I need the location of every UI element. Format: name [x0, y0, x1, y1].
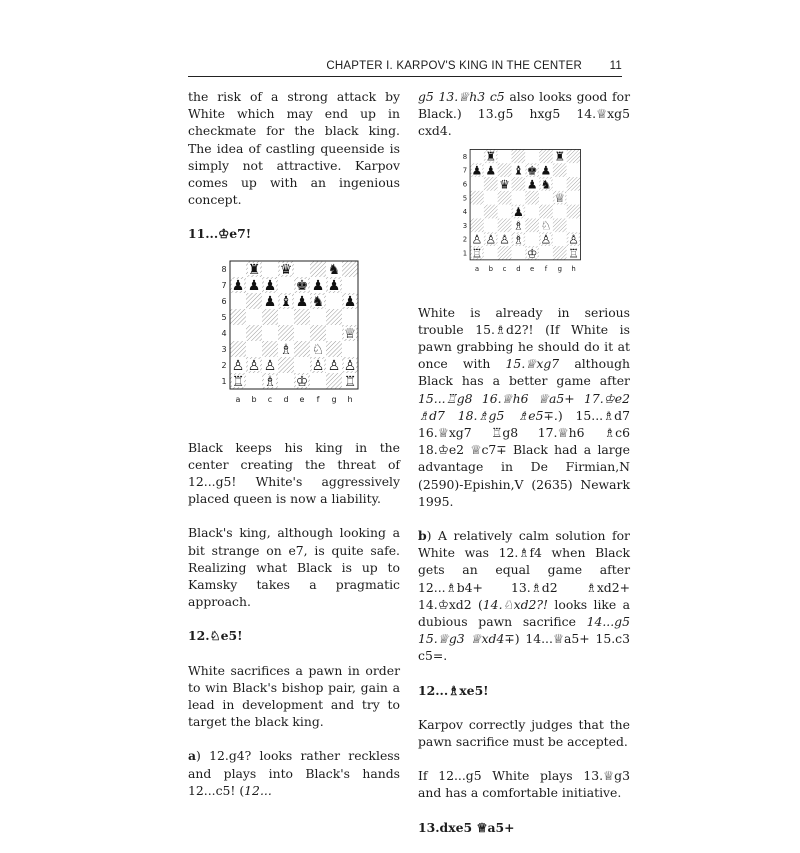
square-d2	[278, 357, 294, 373]
square-c4	[262, 325, 278, 341]
rank-label: 8	[462, 152, 468, 161]
file-label: c	[267, 394, 273, 404]
square-e4	[525, 204, 539, 218]
square-d5	[278, 309, 294, 325]
rank-label: 8	[221, 264, 227, 274]
black-piece-b8: ♜	[247, 261, 261, 278]
rank-label: 5	[221, 312, 227, 322]
rank-label: 4	[462, 207, 468, 216]
chess-diagram-2	[458, 146, 630, 284]
white-piece-g2: ♙	[327, 357, 341, 374]
move-heading: 12.♘e5!	[188, 628, 243, 644]
square-f8	[310, 261, 326, 277]
paragraph: a) 12.g4? looks rather reckless and plays into Black's hands 12...c5! (12...	[188, 748, 400, 798]
square-d4	[278, 325, 294, 341]
square-f1	[539, 246, 553, 260]
square-e8	[294, 261, 310, 277]
running-header	[188, 58, 622, 77]
paragraph: Black's king, although looking a bit strange on e7, is quite safe. Realizing what Black is up to Kamsky takes a pragmatic approach.	[188, 525, 400, 610]
square-a4	[230, 325, 246, 341]
square-g1	[553, 246, 567, 260]
square-f5	[310, 309, 326, 325]
file-label: c	[502, 264, 507, 273]
page-number: 11	[609, 60, 622, 72]
white-piece-h2: ♙	[568, 232, 579, 247]
square-e8	[525, 149, 539, 163]
square-d7	[278, 277, 294, 293]
chessboard	[216, 257, 376, 417]
white-piece-e1: ♔	[295, 373, 309, 390]
square-h4	[567, 204, 581, 218]
square-e2	[294, 357, 310, 373]
square-f4	[310, 325, 326, 341]
square-b3	[484, 218, 498, 232]
white-piece-b2: ♙	[247, 357, 261, 374]
file-label: f	[316, 394, 320, 404]
file-label: f	[544, 264, 548, 273]
chessboard	[458, 146, 596, 284]
square-g5	[326, 309, 342, 325]
white-piece-h1: ♖	[343, 373, 357, 390]
rank-label: 5	[462, 193, 468, 202]
square-b1	[246, 373, 262, 389]
square-a8	[230, 261, 246, 277]
square-g4	[553, 204, 567, 218]
white-piece-e1: ♔	[526, 245, 538, 260]
file-label: g	[557, 264, 562, 273]
square-g3	[326, 341, 342, 357]
right-column	[418, 88, 630, 853]
white-piece-c1: ♗	[263, 373, 277, 390]
black-piece-f6: ♞	[540, 176, 552, 191]
white-piece-c2: ♙	[499, 232, 510, 247]
square-g6	[553, 177, 567, 191]
file-label: d	[283, 394, 289, 404]
black-piece-a7: ♟	[231, 277, 245, 294]
square-g2	[553, 232, 567, 246]
white-piece-c2: ♙	[263, 357, 277, 374]
square-e4	[294, 325, 310, 341]
move-heading: 11...♔e7!	[188, 226, 252, 242]
white-piece-h4: ♕	[343, 325, 357, 342]
square-a3	[230, 341, 246, 357]
black-piece-d4: ♟	[512, 204, 524, 219]
black-piece-b7: ♟	[485, 163, 497, 178]
file-label: a	[474, 264, 480, 273]
square-a4	[470, 204, 484, 218]
rank-label: 4	[221, 328, 227, 338]
square-c7	[498, 163, 512, 177]
square-h5	[342, 309, 358, 325]
rank-label: 6	[221, 296, 227, 306]
black-piece-d6: ♝	[279, 293, 293, 310]
file-label: d	[516, 264, 521, 273]
black-piece-h6: ♟	[343, 293, 357, 310]
square-c5	[262, 309, 278, 325]
square-a8	[470, 149, 484, 163]
square-a5	[470, 190, 484, 204]
paragraph: b) A relatively calm solution for White was 12.♗f4 when Black gets an equal game after 12...♗b4+ 13.♗d2 ♗xd2+ 14.♔xd2 (14.♘xd2?! looks like a dubious pawn sacrifice 14...g5 15.♕g3 ♕xd4∓) 14...♕a5+ 15.c3 c5=.	[418, 528, 630, 664]
white-piece-b2: ♙	[485, 232, 497, 247]
square-b6	[246, 293, 262, 309]
square-d6	[511, 177, 525, 191]
square-b6	[484, 177, 498, 191]
move-heading: 13.dxe5 ♕a5+	[418, 819, 515, 835]
square-g1	[326, 373, 342, 389]
white-piece-a2: ♙	[231, 357, 245, 374]
square-e3	[525, 218, 539, 232]
square-a6	[230, 293, 246, 309]
square-c1	[498, 246, 512, 260]
square-b4	[484, 204, 498, 218]
paragraph: White is already in serious trouble 15.♗d2?! (If White is pawn grabbing he should do it at once with 15.♕xg7 although Black has a better game after 15...♖g8 16.♕h6 ♕a5+ 17.♔e2 ♗d7 18.♗g5 ♗e5∓.) 15...♗d7 16.♕xg7 ♖g8 17.♕h6 ♗c6 18.♔e2 ♕c7∓ Black had a large advantage in De Firmian,N (2590)-Epishin,V (2635) Newark 1995.	[418, 304, 631, 509]
white-piece-d3: ♗	[512, 218, 524, 233]
square-a3	[470, 218, 484, 232]
rank-label: 6	[462, 180, 468, 189]
square-c3	[262, 341, 278, 357]
square-h7	[567, 163, 581, 177]
white-piece-f3: ♘	[311, 341, 325, 358]
file-label: e	[299, 394, 305, 404]
black-piece-f7: ♟	[540, 163, 552, 178]
square-c4	[498, 204, 512, 218]
white-piece-f2: ♙	[540, 232, 552, 247]
square-h5	[567, 190, 581, 204]
file-label: e	[530, 264, 535, 273]
white-piece-g5: ♕	[554, 190, 566, 205]
white-piece-d2: ♗	[512, 232, 524, 247]
white-piece-a1: ♖	[231, 373, 245, 390]
black-piece-a7: ♟	[471, 163, 483, 178]
file-label: h	[347, 394, 353, 404]
left-column	[188, 88, 400, 816]
rank-label: 1	[221, 376, 227, 386]
rank-label: 7	[221, 280, 227, 290]
square-f5	[539, 190, 553, 204]
paragraph: g5 13.♕h3 c5 also looks good for Black.) 13.g5 hxg5 14.♕xg5 cxd4.	[418, 89, 630, 139]
square-f4	[539, 204, 553, 218]
file-label: h	[571, 264, 576, 273]
square-d1	[511, 246, 525, 260]
black-piece-d8: ♛	[279, 261, 293, 278]
rank-label: 3	[462, 221, 468, 230]
square-e3	[294, 341, 310, 357]
white-piece-d3: ♗	[279, 341, 293, 358]
white-piece-a2: ♙	[471, 232, 483, 247]
black-piece-g8: ♞	[327, 261, 341, 278]
white-piece-h1: ♖	[568, 245, 579, 260]
black-piece-c6: ♛	[499, 176, 510, 191]
white-piece-a1: ♖	[471, 245, 483, 260]
move-heading: 12...♗xe5!	[418, 682, 489, 698]
square-b1	[484, 246, 498, 260]
paragraph: Karpov correctly judges that the pawn sacrifice must be accepted.	[418, 716, 630, 750]
rank-label: 1	[462, 249, 468, 258]
rank-label: 3	[221, 344, 227, 354]
black-piece-f6: ♞	[311, 293, 325, 310]
square-a5	[230, 309, 246, 325]
square-h8	[342, 261, 358, 277]
file-label: a	[235, 394, 241, 404]
black-piece-e7: ♚	[295, 277, 309, 294]
square-f8	[539, 149, 553, 163]
square-c5	[498, 190, 512, 204]
square-f1	[310, 373, 326, 389]
square-e2	[525, 232, 539, 246]
black-piece-g7: ♟	[327, 277, 341, 294]
chess-diagram-1	[216, 257, 400, 417]
square-h3	[567, 218, 581, 232]
black-piece-g8: ♜	[554, 149, 566, 164]
black-piece-c6: ♟	[263, 293, 277, 310]
file-label: b	[488, 264, 493, 273]
black-piece-c7: ♟	[263, 277, 277, 294]
square-a6	[470, 177, 484, 191]
black-piece-e6: ♟	[526, 176, 538, 191]
square-h6	[567, 177, 581, 191]
square-g7	[553, 163, 567, 177]
file-label: g	[331, 394, 337, 404]
paragraph: Black keeps his king in the center creating the threat of 12...g5! White's aggressively placed queen is now a liability.	[188, 439, 400, 507]
square-c3	[498, 218, 512, 232]
square-d5	[511, 190, 525, 204]
square-d1	[278, 373, 294, 389]
paragraph: White sacrifices a pawn in order to win Black's bishop pair, gain a lead in development and try to target the black king.	[188, 662, 400, 730]
black-piece-b8: ♜	[485, 149, 497, 164]
square-b3	[246, 341, 262, 357]
square-g3	[553, 218, 567, 232]
black-piece-d7: ♝	[512, 163, 524, 178]
square-h7	[342, 277, 358, 293]
square-c8	[262, 261, 278, 277]
square-h8	[567, 149, 581, 163]
white-piece-f3: ♘	[540, 218, 552, 233]
file-label: b	[251, 394, 257, 404]
square-g4	[326, 325, 342, 341]
paragraph: If 12...g5 White plays 13.♕g3 and has a comfortable initiative.	[418, 768, 630, 801]
square-b5	[246, 309, 262, 325]
white-piece-h2: ♙	[343, 357, 357, 374]
square-b5	[484, 190, 498, 204]
square-c8	[498, 149, 512, 163]
square-e5	[294, 309, 310, 325]
chapter-title: CHAPTER I. KARPOV'S KING IN THE CENTER	[326, 60, 582, 72]
square-e5	[525, 190, 539, 204]
square-d8	[511, 149, 525, 163]
black-piece-e7: ♚	[526, 163, 538, 178]
white-piece-f2: ♙	[311, 357, 325, 374]
black-piece-f7: ♟	[311, 277, 325, 294]
rank-label: 2	[221, 360, 227, 370]
square-h3	[342, 341, 358, 357]
rank-label: 7	[462, 166, 468, 175]
black-piece-b7: ♟	[247, 277, 261, 294]
paragraph: the risk of a strong attack by White which may end up in checkmate for the black king. The idea of castling queenside is simply not attractive. Karpov comes up with an ingenious concept.	[188, 89, 400, 208]
black-piece-e6: ♟	[295, 293, 309, 310]
square-g6	[326, 293, 342, 309]
rank-label: 2	[462, 235, 468, 244]
square-b4	[246, 325, 262, 341]
